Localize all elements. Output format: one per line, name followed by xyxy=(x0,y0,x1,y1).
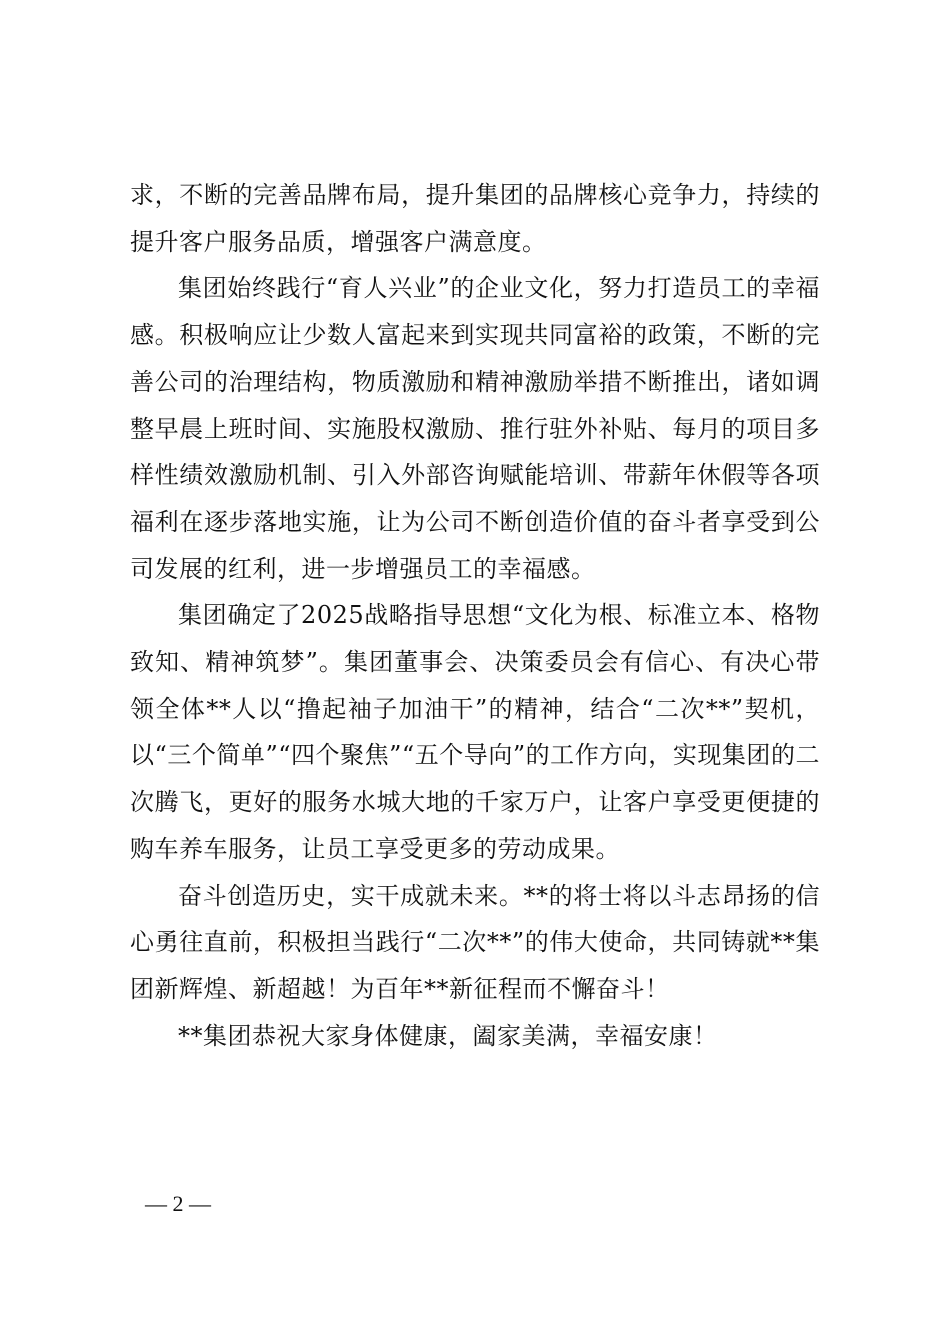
page-number: — 2 — xyxy=(145,1191,211,1216)
paragraph-corporate-culture: 集团始终践行“育人兴业”的企业文化，努力打造员工的幸福感。积极响应让少数人富起来到实现共同富裕的政策，不断的完善公司的治理结构，物质激励和精神激励举措不断推出，诸如调整早晨上班时间、实施股权激励、推行驻外补贴、每月的项目多样性绩效激励机制、引入外部咨询赋能培训、带薪年休假等各项福利在逐步落地实施，让为公司不断创造价值的奋斗者享受到公司发展的红利，进一步增强员工的幸福感。 xyxy=(130,274,820,583)
paragraph-continuation: 求，不断的完善品牌布局，提升集团的品牌核心竞争力，持续的提升客户服务品质，增强客户满意度。 xyxy=(130,181,820,256)
paragraph-outlook: 奋斗创造历史，实干成就未来。**的将士将以斗志昂扬的信心勇往直前，积极担当践行“二次**”的伟大使命，共同铸就**集团新辉煌、新超越！为百年**新征程而不懈奋斗！ xyxy=(130,881,820,1003)
paragraph-strategy-2025: 集团确定了2025战略指导思想“文化为根、标准立本、格物致知、精神筑梦”。集团董事会、决策委员会有信心、有决心带领全体**人以“撸起袖子加油干”的精神，结合“二次**”契机，以“三个简单”“四个聚焦”“五个导向”的工作方向，实现集团的二次腾飞，更好的服务水城大地的千家万户，让客户享受更便捷的购车养车服务，让员工享受更多的劳动成果。 xyxy=(130,601,820,863)
document-body xyxy=(130,172,820,1059)
paragraph-greeting: **集团恭祝大家身体健康，阖家美满，幸福安康！ xyxy=(178,1021,718,1050)
